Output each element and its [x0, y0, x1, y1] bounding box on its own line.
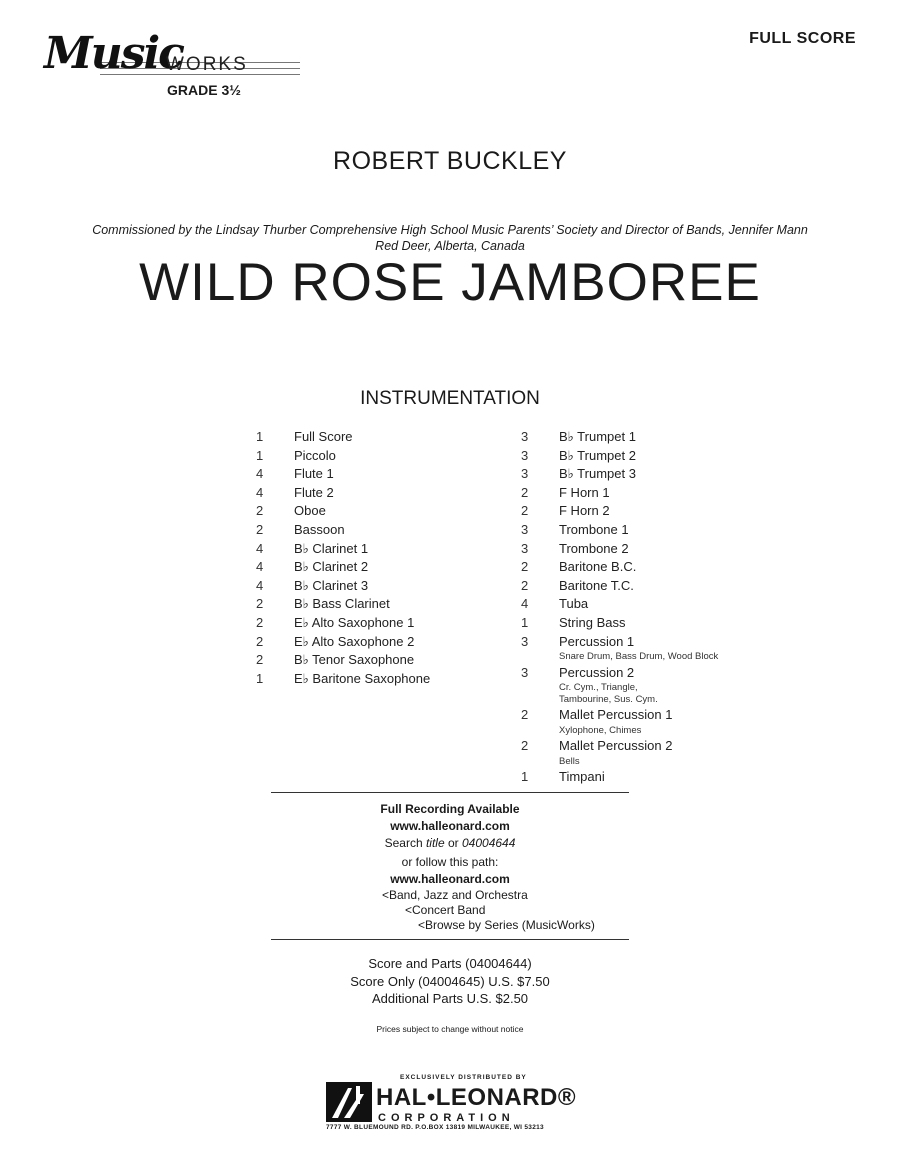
instrument-name: Timpani: [559, 769, 605, 785]
price-notice: Prices subject to change without notice: [376, 1024, 524, 1034]
instrument-quantity: 2: [521, 559, 529, 575]
instrument-quantity: 1: [521, 614, 529, 630]
instrument-quantity: 4: [256, 466, 264, 482]
instrument-name: B♭ Trumpet 1: [559, 429, 636, 444]
instrument-quantity: 2: [256, 652, 264, 668]
distributor-logo: [326, 1072, 576, 1142]
instrument-quantity: 4: [256, 540, 264, 556]
search-code: 04004644: [462, 836, 516, 850]
instrument-detail: Cr. Cym., Triangle, Tambourine, Sus. Cym.: [559, 682, 658, 705]
instrument-quantity: 3: [521, 521, 529, 537]
instrument-name-cell: [559, 595, 588, 614]
instrument-name: Piccolo: [294, 447, 336, 463]
instrument-row: [256, 577, 430, 596]
instrument-name: Bassoon: [294, 521, 345, 537]
instrument-row: [256, 465, 430, 484]
instrument-quantity: 2: [256, 503, 264, 519]
instrument-row: [256, 670, 430, 689]
logo-script-text: Music: [44, 28, 183, 79]
price-additional-parts: Additional Parts U.S. $2.50: [371, 991, 529, 1006]
instrument-name: Trombone 1: [559, 521, 629, 537]
instrument-name-cell: [294, 540, 368, 559]
path-step-3: <Browse by Series (MusicWorks): [418, 918, 595, 932]
instrument-name-cell: [559, 484, 610, 503]
instrument-name: B♭ Tenor Saxophone: [294, 652, 415, 668]
path-step-2: <Concert Band: [405, 903, 486, 917]
instrument-row: [521, 502, 718, 521]
instrument-row: [521, 558, 718, 577]
instrument-quantity: 3: [521, 429, 529, 444]
instrument-name-cell: [559, 768, 605, 787]
instrument-name-cell: [559, 706, 672, 737]
distributor-name: HAL•LEONARD®: [376, 1084, 577, 1111]
instrument-name-cell: [294, 558, 368, 577]
instrumentation-heading: INSTRUMENTATION: [360, 388, 540, 409]
instrument-name: Trombone 2: [559, 540, 629, 556]
recording-info: [271, 801, 629, 888]
instrument-name-cell: [559, 447, 636, 466]
instrumentation-list-left: [256, 428, 430, 688]
instrument-row: [521, 447, 718, 466]
instrument-row: [256, 558, 430, 577]
instrument-detail: Bells: [559, 755, 580, 767]
instrument-row: [256, 502, 430, 521]
instrument-name-cell: [294, 502, 326, 521]
instrument-name-cell: [294, 577, 368, 596]
instrument-detail: Snare Drum, Bass Drum, Wood Block: [559, 651, 719, 663]
piece-title: WILD ROSE JAMBOREE: [139, 253, 761, 312]
instrument-name: Oboe: [294, 503, 326, 519]
instrument-name-cell: [559, 465, 636, 484]
instrument-row: [256, 484, 430, 503]
divider-top: [271, 792, 629, 793]
instrument-detail: Xylophone, Chimes: [559, 724, 642, 736]
instrument-name: B♭ Trumpet 2: [559, 447, 636, 463]
instrument-quantity: 4: [521, 596, 529, 612]
instrument-name: B♭ Clarinet 3: [294, 577, 369, 593]
instrument-name: E♭ Baritone Saxophone: [294, 670, 431, 686]
instrument-name: Full Score: [294, 429, 353, 444]
instrument-row: [256, 614, 430, 633]
composer-name: ROBERT BUCKLEY: [333, 147, 567, 175]
instrument-name-cell: [559, 558, 636, 577]
instrument-name: B♭ Bass Clarinet: [294, 596, 390, 612]
instrument-quantity: 2: [256, 521, 264, 537]
instrument-quantity: 2: [521, 738, 529, 754]
instrument-name-cell: [294, 595, 390, 614]
logo-works-text: WORKS: [166, 54, 248, 75]
instrument-name-cell: [559, 614, 625, 633]
instrument-quantity: 1: [256, 670, 264, 686]
instrument-name-cell: [559, 664, 658, 707]
instrument-quantity: 1: [256, 447, 264, 463]
instrument-row: [521, 540, 718, 559]
instrument-row: [256, 633, 430, 652]
instrument-row: [521, 633, 718, 664]
instrument-row: [256, 595, 430, 614]
instrument-row: [256, 540, 430, 559]
instrument-row: [521, 706, 718, 737]
instrument-quantity: 2: [256, 633, 264, 649]
instrument-name-cell: [294, 465, 334, 484]
instrument-quantity: 1: [521, 769, 529, 785]
instrument-name-cell: [559, 577, 634, 596]
instrument-quantity: 2: [521, 577, 529, 593]
instrument-row: [521, 768, 718, 787]
commission-location: Red Deer, Alberta, Canada: [375, 239, 525, 253]
instrument-quantity: 3: [521, 633, 529, 649]
instrument-name-cell: [294, 614, 414, 633]
instrument-name: Flute 2: [294, 484, 334, 500]
instrument-row: [521, 577, 718, 596]
instrument-row: [256, 521, 430, 540]
series-logo: [44, 28, 274, 108]
instrument-name: Percussion 1: [559, 633, 635, 649]
instrument-name: Percussion 2: [559, 664, 635, 680]
instrument-name: Mallet Percussion 2: [559, 738, 673, 754]
instrument-name-cell: [559, 428, 636, 447]
instrument-row: [521, 595, 718, 614]
instrument-name-cell: [559, 502, 610, 521]
instrument-quantity: 4: [256, 559, 264, 575]
search-prefix: Search: [384, 836, 426, 850]
search-mid: or: [444, 836, 462, 850]
instrument-quantity: 2: [256, 596, 264, 612]
price-list: [0, 955, 900, 1008]
hal-leonard-mark-icon: [326, 1082, 372, 1122]
instrument-name: F Horn 2: [559, 503, 610, 519]
search-hint: [271, 835, 629, 852]
instrument-quantity: 2: [521, 484, 529, 500]
search-title-word: title: [425, 836, 445, 850]
recording-heading: Full Recording Available: [380, 802, 520, 816]
divider-bottom: [271, 939, 629, 940]
instrument-quantity: 1: [256, 429, 264, 444]
follow-path-text: or follow this path:: [401, 855, 499, 869]
instrument-quantity: 4: [256, 484, 264, 500]
instrument-name-cell: [559, 633, 718, 664]
instrument-name-cell: [294, 447, 336, 466]
distributor-corporation: CORPORATION: [378, 1112, 515, 1124]
website-link[interactable]: www.halleonard.com: [390, 819, 510, 833]
instrument-name: F Horn 1: [559, 484, 610, 500]
instrument-name: B♭ Clarinet 1: [294, 540, 369, 556]
distributor-address: 7777 W. BLUEMOUND RD. P.O.BOX 13819 MILWAUKEE, WI 53213: [326, 1124, 544, 1131]
instrument-name-cell: [294, 521, 345, 540]
instrument-name: B♭ Clarinet 2: [294, 559, 369, 575]
instrument-quantity: 2: [256, 614, 264, 630]
commission-line: Commissioned by the Lindsay Thurber Comprehensive High School Music Parents’ Society and Director of Bands, Jennifer Mann: [92, 223, 808, 237]
instrument-name: Baritone B.C.: [559, 559, 637, 575]
commission-note: [0, 222, 900, 254]
instrument-row: [521, 737, 718, 768]
grade-label: GRADE 3½: [167, 82, 241, 98]
instrument-name: B♭ Trumpet 3: [559, 466, 636, 482]
instrument-quantity: 4: [256, 577, 264, 593]
exclusive-label: EXCLUSIVELY DISTRIBUTED BY: [400, 1074, 527, 1081]
full-score-label: FULL SCORE: [749, 30, 856, 47]
instrument-quantity: 3: [521, 447, 529, 463]
instrument-row: [521, 428, 718, 447]
instrument-row: [256, 447, 430, 466]
instrument-row: [521, 614, 718, 633]
instrument-quantity: 3: [521, 466, 529, 482]
instrument-row: [256, 651, 430, 670]
instrument-name-cell: [294, 651, 414, 670]
instrument-quantity: 2: [521, 707, 529, 723]
instrument-row: [521, 484, 718, 503]
instrument-name: Baritone T.C.: [559, 577, 634, 593]
instrument-name: Flute 1: [294, 466, 334, 482]
instrument-name-cell: [559, 540, 629, 559]
instrument-name: E♭ Alto Saxophone 2: [294, 633, 415, 649]
price-score-and-parts: Score and Parts (04004644): [368, 956, 532, 971]
path-step-1: <Band, Jazz and Orchestra: [382, 888, 528, 902]
instrument-name: E♭ Alto Saxophone 1: [294, 614, 415, 630]
price-score-only: Score Only (04004645) U.S. $7.50: [350, 973, 550, 989]
instrument-name: Mallet Percussion 1: [559, 707, 673, 723]
instrument-name: String Bass: [559, 614, 626, 630]
instrument-row: [256, 428, 430, 447]
instrument-name-cell: [294, 633, 414, 652]
instrument-quantity: 3: [521, 664, 529, 680]
instrument-name-cell: [294, 484, 334, 503]
instrument-name-cell: [294, 670, 430, 689]
instrument-name-cell: [294, 428, 353, 447]
instrument-row: [521, 521, 718, 540]
instrument-row: [521, 465, 718, 484]
instrument-name-cell: [559, 737, 672, 768]
instrument-name-cell: [559, 521, 629, 540]
instrument-name: Tuba: [559, 596, 589, 612]
instrument-quantity: 3: [521, 540, 529, 556]
instrument-row: [521, 664, 718, 707]
instrument-quantity: 2: [521, 503, 529, 519]
instrumentation-list-right: [521, 428, 718, 787]
website-link-2[interactable]: www.halleonard.com: [390, 872, 510, 886]
